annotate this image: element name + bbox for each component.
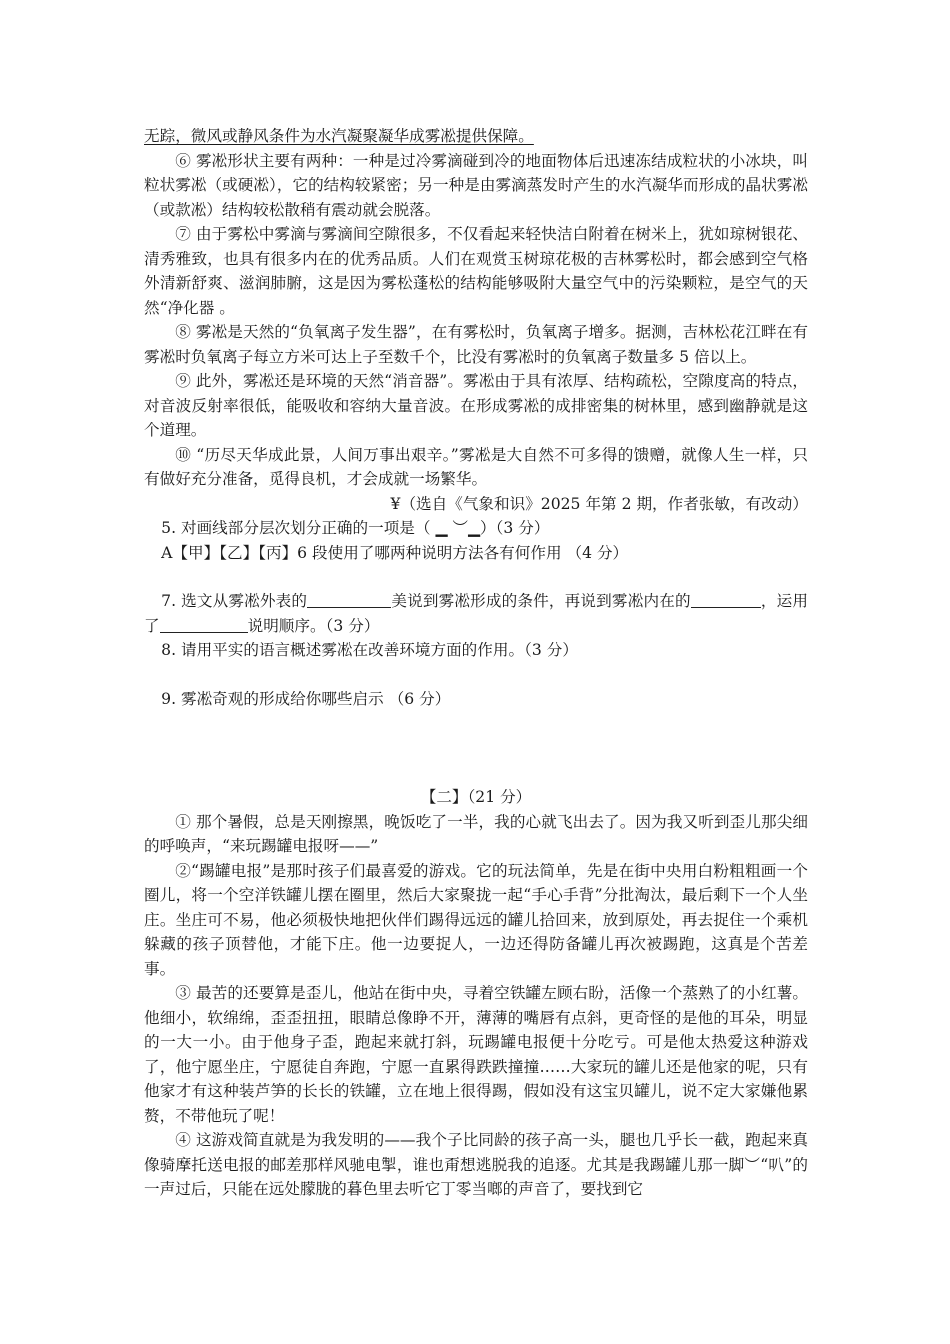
question-6: A【甲】【乙】【丙】6 段使用了哪两种说明方法各有何作用 （4 分）	[161, 543, 629, 562]
fill-blank-3[interactable]	[160, 616, 248, 633]
section-title: 【二】（21 分）	[420, 788, 532, 806]
paragraph-10: ⑩ “历尽天华成此景，人间万事出艰辛。”雾凇是大自然不可多得的馈赠，就像人生一样，只有做好充分准备，觅得良机，才会成就一场繁华。	[144, 445, 808, 488]
answer-space	[144, 711, 808, 785]
story-paragraph-4: ④ 这游戏简直就是为我发明的——我个子比同龄的孩子高一头，腿也几乎长一截，跑起来真像骑摩托送电报的邮差那样风驰电掣，谁也甭想逃脱我的追逐。尤其是我踢罐儿那一脚︶“叭”的一声过后，只能在远处朦胧的暮色里去听它丁零当啷的声音了，要找到它	[144, 1131, 808, 1198]
story-paragraph-2: ②“踢罐电报”是那时孩子们最喜爱的游戏。它的玩法简单，先是在街中央用白粉粗粗画一个圈儿，将一个空洋铁罐儿摆在圈里，然后大家聚拢一起“手心手背”分批淘汰，最后剩下一个人坐庄。坐庄可不易，他必须极快地把伙伴们踢得远远的罐儿拾回来，放到原处，再去捉住一个乘机躲藏的孩子顶替他，才能下庄。他一边要捉人，一边还得防备罐儿再次被踢跑，这真是个苦差事。	[144, 861, 808, 978]
question-7-part-a: 7. 选文从雾凇外表的	[161, 592, 308, 610]
question-7-part-c: ，运用了	[144, 592, 808, 635]
question-7-part-b: 美说到雾凇形成的条件，再说到雾凇内在的	[391, 592, 691, 610]
paragraph-7: ⑦ 由于雾松中雾滴与雾滴间空隙很多，不仅看起来轻快洁白附着在树米上，犹如琼树银花、清秀雅致，也具有很多内在的优秀品质。人们在观赏玉树琼花极的吉林雾松时，都会感到空气格外清新舒爽、滋润肺腑，这是因为雾松蓬松的结构能够吸附大量空气中的污染颗粒，是空气的天然“净化器 。	[144, 225, 808, 317]
fill-blank-2[interactable]	[691, 591, 761, 608]
question-8: 8. 请用平实的语言概述雾凇在改善环境方面的作用。（3 分）	[161, 641, 578, 659]
page-content	[144, 124, 808, 1202]
paragraph-6: ⑥ 雾凇形状主要有两种：一种是过冷雾滴碰到冷的地面物体后迅速冻结成粒状的小冰块，叫粒状雾凇（或硬凇），它的结构较紧密；另一种是由雾滴蒸发时产生的水汽凝华而形成的晶状雾凇（或款凇）结构较松散稍有震动就会脱落。	[144, 151, 808, 219]
answer-space	[144, 565, 808, 589]
question-5: 5. 对画线部分层次划分正确的一项是（ ▁ ︶▁）（3 分）	[161, 519, 550, 537]
paragraph-8: ⑧ 雾凇是天然的“负氧离子发生器”，在有雾松时，负氧离子增多。据测，吉林松花江畔在有雾凇时负氧离子每立方米可达上子至数千个，比没有雾凇时的负氧离子数量多 5 倍以上。	[144, 323, 808, 366]
story-paragraph-3: ③ 最苦的还要算是歪儿，他站在街中央，寻着空铁罐左顾右盼，活像一个蒸熟了的小红薯。他细小，软绵绵，歪歪扭扭，眼睛总像睁不开，薄薄的嘴唇有点斜，更奇怪的是他的耳朵，明显的一大一小。由于他身子歪，跑起来就打斜，玩踢罐电报便十分吃亏。可是他太热爱这种游戏了，他宁愿坐庄，宁愿徒自奔跑，宁愿一直累得跌跌撞撞……大家玩的罐儿还是他家的呢，只有他家才有这种装芦笋的长长的铁罐，立在地上很得踢，假如没有这宝贝罐儿，说不定大家嫌他累赘，不带他玩了呢！	[144, 984, 808, 1125]
underlined-paragraph-tail: 无踪，微风或静风条件为水汽凝聚凝华成雾凇提供保障。	[144, 127, 534, 145]
question-7	[144, 589, 808, 638]
source-citation: ¥（选自《气象和识》2025 年第 2 期，作者张敏，有改动）	[390, 494, 808, 513]
paragraph-9: ⑨ 此外，雾凇还是环境的天然“消音器”。雾凇由于具有浓厚、结构疏松，空隙度高的特点，对音波反射率很低，能吸收和容纳大量音波。在形成雾凇的成排密集的树林里，感到幽静就是这个道理。	[144, 372, 808, 439]
story-paragraph-1: ① 那个暑假，总是天刚擦黑，晚饭吃了一半，我的心就飞出去了。因为我又听到歪儿那尖细的呼唤声，“来玩踢罐电报呀——”	[144, 812, 808, 855]
question-9: 9. 雾凇奇观的形成给你哪些启示 （6 分）	[161, 689, 451, 708]
fill-blank-1[interactable]	[307, 591, 391, 608]
answer-space	[144, 663, 808, 687]
question-7-part-d: 说明顺序。（3 分）	[247, 616, 380, 635]
